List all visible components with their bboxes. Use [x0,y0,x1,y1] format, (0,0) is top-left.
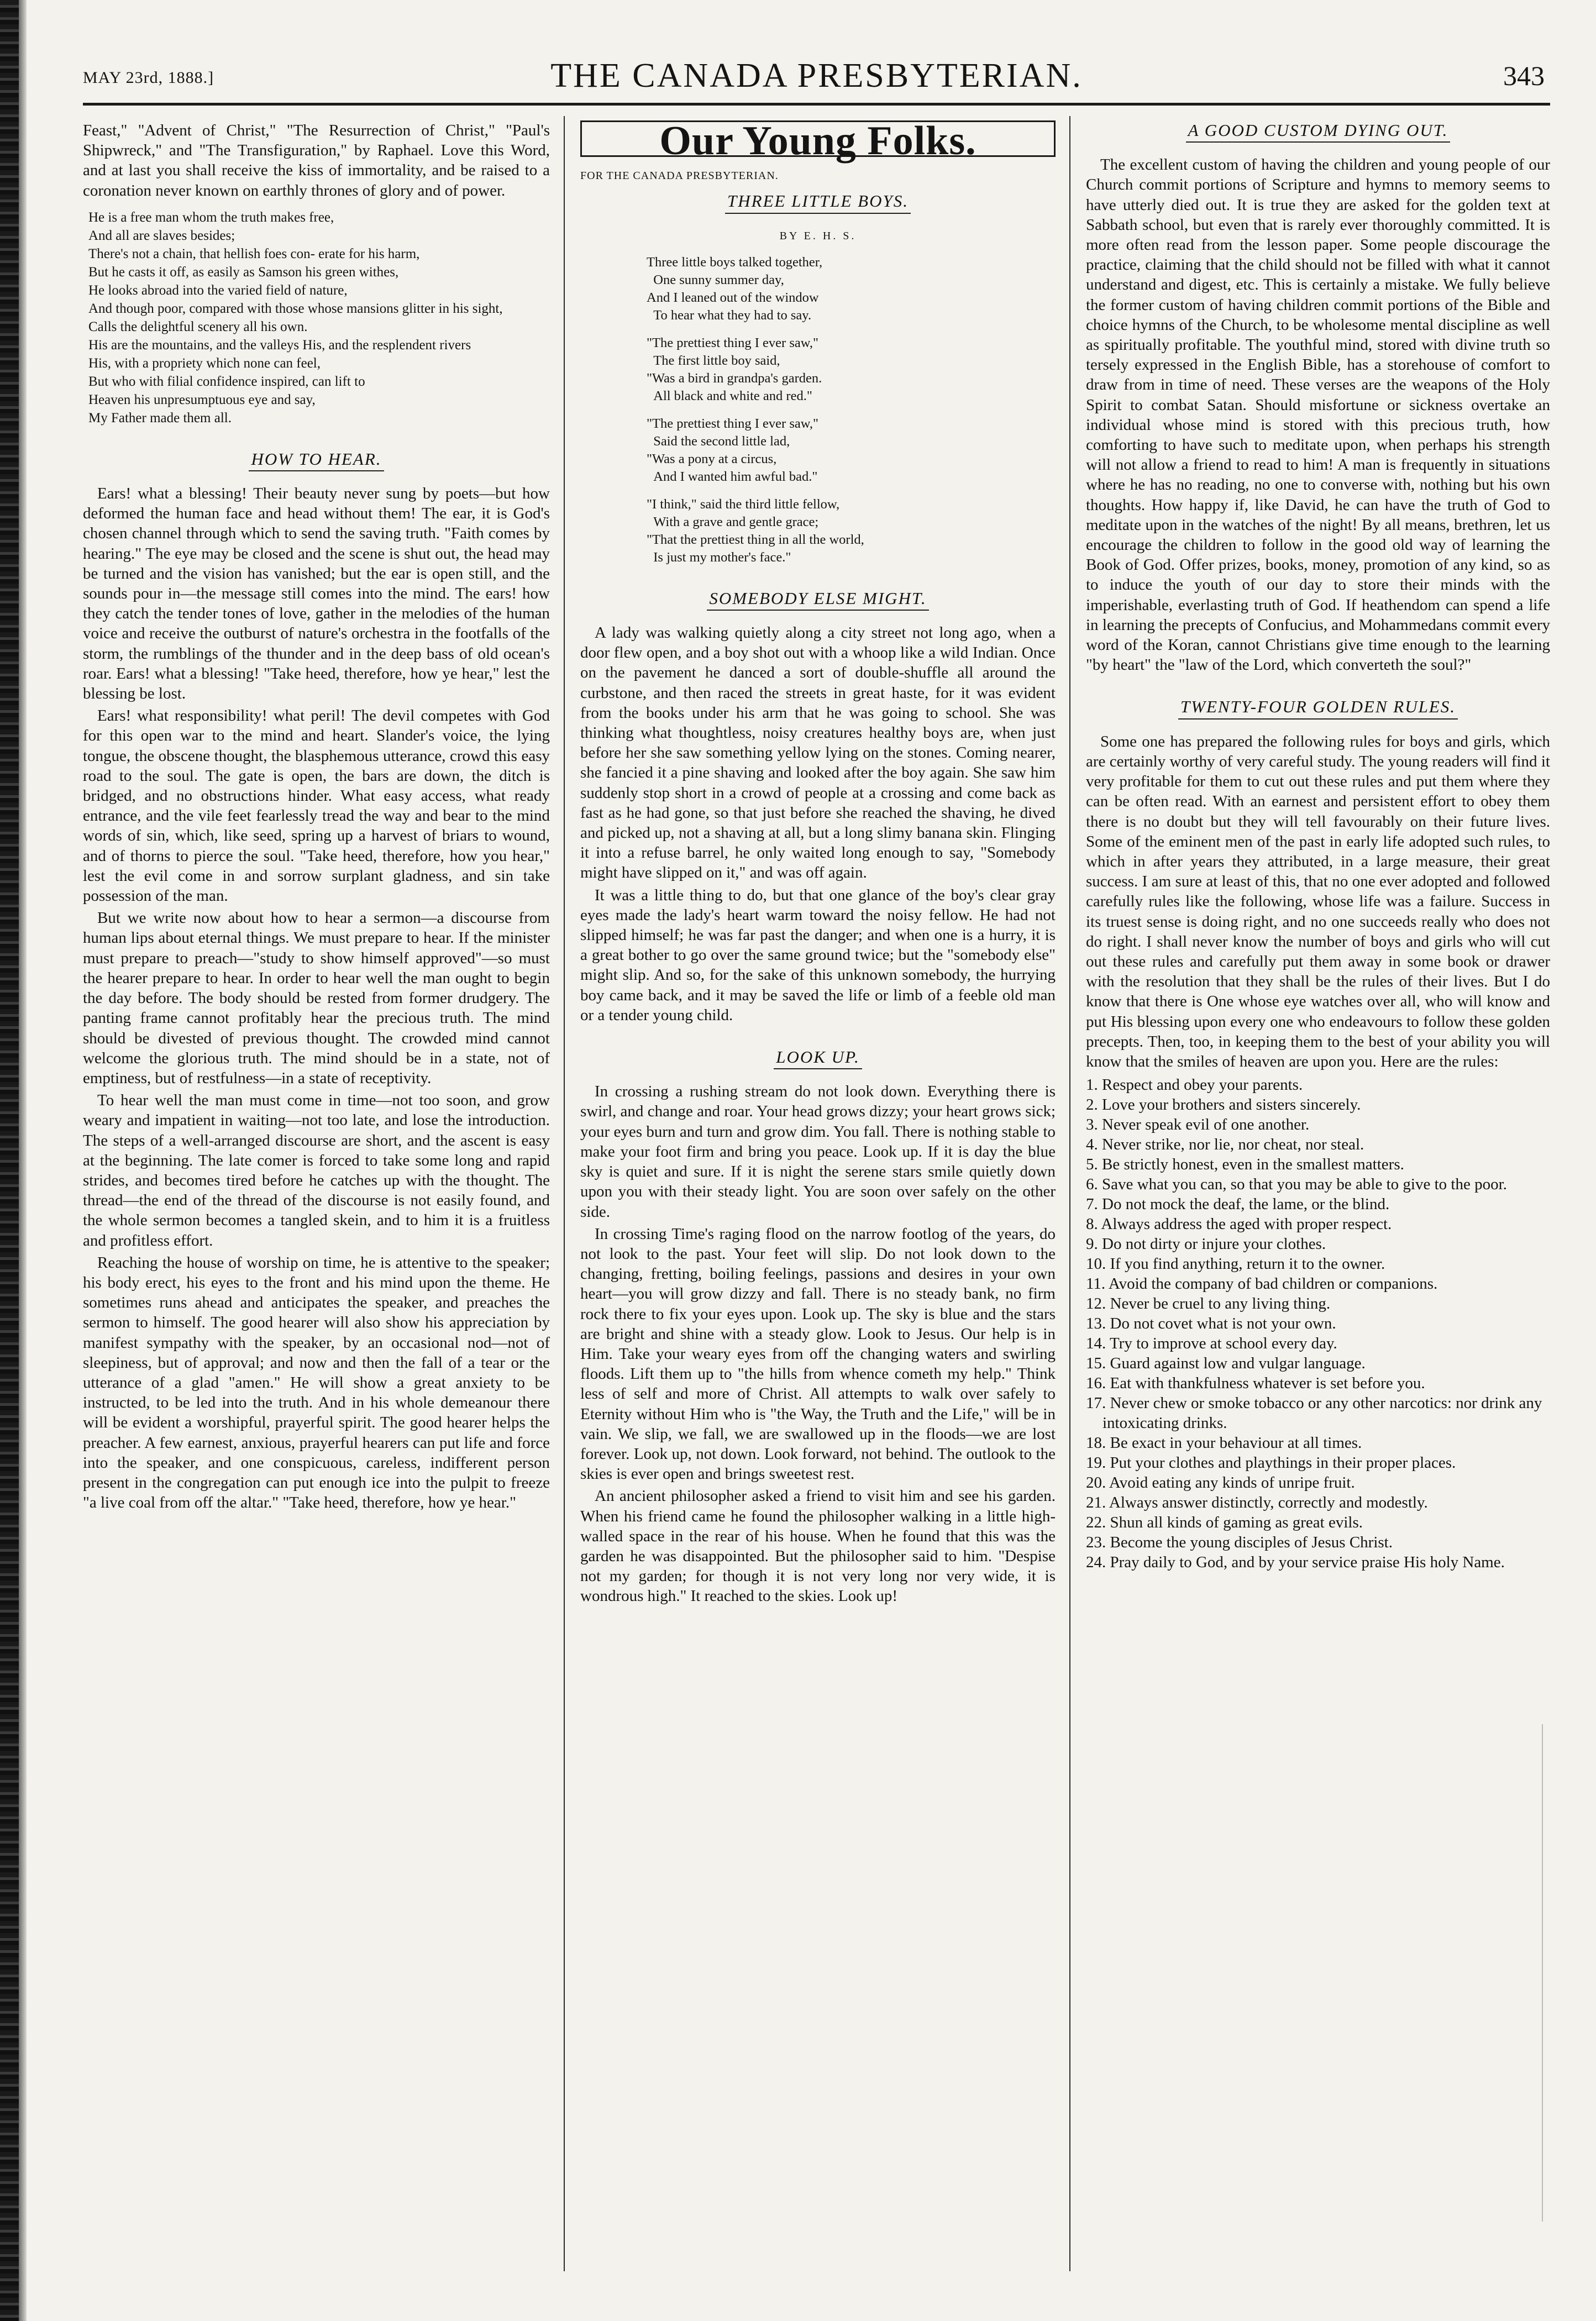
article-heading-golden-rules: TWENTY-FOUR GOLDEN RULES. [1086,697,1550,719]
poem-line: All black and white and red." [647,388,812,403]
paragraph: Reaching the house of worship on time, he is attentive to the speaker; his body erect, his eyes to the front and his mind upon the theme. He sometimes runs ahead and anticipates the speaker, and preaches the sermon to himself. The good hearer will also show his appreciation by manifest sympathy with the speaker, by an occasional nod—not of sleepiness, but of approval; and now and then the fall of a tear or the utterance of a glad "amen." He will show a great anxiety to be instructed, to be led into the truth. And in his whole demeanour there will be evident a worshipful, prayerful spirit. The good hearer helps the preacher. A few earnest, anxious, prayerful hearers can put life and force into the speaker, and one conspicuous, careless, indifferent person present in the congregation can put enough ice into the pulpit to freeze "a live coal from off the altar." "Take heed, therefore, how ye hear." [83,1253,550,1512]
issue-date: MAY 23rd, 1888.] [83,69,214,87]
column-rule-2 [1069,116,1070,2271]
article-body-somebody-else [580,623,1056,1025]
stanza [647,496,1056,566]
paragraph: But we write now about how to hear a sermon—a discourse from human lips about eternal things. We must prepare to hear. If the minister must prepare to preach—"study to show himself approved"—so must the hearer prepare to hear. In order to hear well the man ought to begin the day before. The body should be rested from former drudgery. The panting frame cannot profitably hear the precious truth. The mind should be divested of previous thought. The crowded mind cannot welcome the glorious truth. The mind should be in a state, not of emptiness, but of restfulness—in a state of receptivity. [83,909,550,1087]
column-rule-1 [564,116,565,2271]
poem-line: "The prettiest thing I ever saw," [647,416,818,431]
rule-item: 2. Love your brothers and sisters sincerely. [1086,1096,1361,1114]
article-heading-look-up: LOOK UP. [580,1047,1056,1069]
verse-block [88,208,550,427]
poem-line: "That the prettiest thing in all the world, [647,532,864,547]
poem-line: Is just my mother's face." [647,549,791,565]
verse-line: He looks abroad into the varied field of nature, [88,282,348,298]
column-1 [83,120,550,2265]
verse-line: There's not a chain, that hellish foes con- erate for his harm, [88,246,420,261]
stanza [647,415,1056,486]
rule-item: 18. Be exact in your behaviour at all times. [1086,1434,1362,1452]
section-banner: Our Young Folks. [580,120,1056,157]
verse-line: And though poor, compared with those whose mansions glitter in his sight, [88,301,503,316]
newspaper-title: THE CANADA PRESBYTERIAN. [550,57,1083,94]
rule-item: 11. Avoid the company of bad children or companions. [1086,1275,1438,1293]
newspaper-page [83,50,1550,2293]
column-3 [1086,120,1550,2265]
rules-intro: Some one has prepared the following rules for boys and girls, which are certainly worthy of very careful study. The young readers will find it very profitable for them to cut out these rules and put them where they can be often read. With an earnest and persistent effort to obey them there is no doubt but they will tell favourably on their future lives. Some of the eminent men of the past in early life adopted such rules, to which in after years they attributed, in a large measure, their great success. I am sure at least of this, that no one ever adopted and followed carefully rules like the following, whose life was a failure. Success in its truest sense is doing right, and no one succeeds really who does not do right. I shall never know the number of boys and girls who will cut out these rules and carefully put them away in some book or drawer with the resolution that they shall be the rules of their lives. But I do know that there is One whose eye watches over all, who will know and put His blessing upon every one who endeavours to follow these golden precepts. Then, too, in keeping them to the best of your ability you will know that the smiles of heaven are upon you. Here are the rules: [1086,732,1550,1070]
verse-line: But he casts it off, as easily as Samson his green withes, [88,264,399,280]
verse-line: He is a free man whom the truth makes free, [88,209,334,225]
poem-line: One sunny summer day, [647,272,784,287]
article-body-look-up [580,1081,1056,1606]
rule-item: 3. Never speak evil of one another. [1086,1116,1310,1134]
poem-heading: THREE LITTLE BOYS. [580,191,1056,213]
paragraph: In crossing Time's raging flood on the narrow footlog of the years, do not look to the past. Your feet will slip. Do not look down to the changing, fretting, boiling feelings, passions and desires in your own heart—you will grow dizzy and fall. There is no steady bank, no firm rock there to fix your eyes upon. Look up. The sky is blue and the stars are bright and shine with a steady glow. Look to Jesus. Our help is in Him. Take your weary eyes from off the changing waters and swirling floods. Lift them up to "the hills from whence cometh my help." Think less of self and more of Christ. All attempts to walk over safely to Eternity without Him who is "the Way, the Truth and the Life," will be in vain. We slip, we fall, we are swallowed up in the floods—we are lost forever. Look up, not down. Look forward, not behind. The outlook to the skies is ever open and brings sweetest rest. [580,1225,1056,1483]
rule-item: 10. If you find anything, return it to the owner. [1086,1255,1385,1273]
paragraph: An ancient philosopher asked a friend to visit him and see his garden. When his friend came he found the philosopher walking in a little high-walled space in the rear of his house. When he found that this was the garden he was disappointed. But the philosopher said to him. "Despise not my garden; for though it is not very long nor very wide, it is wondrous high." It reached to the skies. Look up! [580,1487,1056,1605]
rule-item: 4. Never strike, nor lie, nor cheat, nor steal. [1086,1136,1364,1154]
rule-item: 6. Save what you can, so that you may be able to give to the poor. [1086,1175,1507,1194]
verse-line: And all are slaves besides; [88,228,235,243]
rule-item: 15. Guard against low and vulgar language. [1086,1354,1366,1373]
poem-line: Three little boys talked together, [647,254,823,270]
paragraph: In crossing a rushing stream do not look down. Everything there is swirl, and change and roar. Your head grows dizzy; your heart grows sick; your eyes burn and turn and grow dim. You fall. There is nothing stable to make your foot firm and bring you peace. Look up. If it is day the blue sky is quiet and sure. If it is night the serene stars smile quietly down upon you with their steady light. You are soon over safely on the other side. [580,1083,1056,1221]
paragraph: A lady was walking quietly along a city street not long ago, when a door flew open, and a boy shot out with a whoop like a wild Indian. Once on the pavement he danced a sort of double-shuffle all around the curbstone, and then raced the streets in great haste, for it was evident from the books under his arm that he was going to school. She was thinking what thoughtless, noisy creatures healthy boys are, when just before her she saw something yellow lying on the stones. Coming nearer, she fancied it a pine shaving and looked after the boy again. She saw him suddenly stop short in a crowd of people at a crossing and come back as fast as he had gone, so that just before she reached the shaving, he dived and picked up, not a shaving at all, but a long slimy banana skin. Flinging it into a refuse barrel, he only waited long enough to say, "Somebody might have slipped on it," and was off again. [580,624,1056,882]
rule-item: 12. Never be cruel to any living thing. [1086,1295,1331,1313]
rule-item: 17. Never chew or smoke tobacco or any other narcotics: nor drink any intoxicating drinks. [1086,1394,1542,1432]
rule-item: 1. Respect and obey your parents. [1086,1076,1303,1094]
paragraph: Ears! what a blessing! Their beauty never sung by poets—but how deformed the human face and head without them! The ear, it is God's chosen channel through which to send the saving truth. "Faith comes by hearing." The eye may be closed and the scene is shut out, the head may be turned and the vision has vanished; but the ear is open still, and the sounds pour in—the message still comes into the mind. The ears! how they catch the tender tones of love, gather in the melodies of the human voice and receive the outburst of nature's orchestra in the footfalls of the storm, the rumblings of the thunder and in the deep bass of old ocean's roar. Ears! what a blessing! "Take heed, therefore, how ye hear," lest the blessing be lost. [83,485,550,703]
rule-item: 16. Eat with thankfulness whatever is set before you. [1086,1374,1425,1393]
paragraph: To hear well the man must come in time—not too soon, and grow weary and impatient in waiting—not too late, and lose the introduction. The steps of a well-arranged discourse are short, and the ascent is easy at the beginning. The late comer is forced to take some long and rapid strides, and becomes tired before he catches up with the thought. The thread—the end of the thread of the discourse is not easily found, and the whole sermon becomes a tangled skein, and to him it is a fruitless and profitless effort. [83,1091,550,1249]
page-number: 343 [1503,60,1545,91]
binding-edge [0,0,19,2321]
paragraph: It was a little thing to do, but that one glance of the boy's clear gray eyes made the lady's heart warm toward the noisy fellow. He had not slipped himself; he was far past the danger; and when one is a hurry, it is a great bother to go over the same ground twice; but the "somebody else" might slip. And so, for the sake of this unknown somebody, the hurrying boy came back, and it may be saved the life or limb of a feeble old man or a tender young child. [580,886,1056,1024]
rule-item: 21. Always answer distinctly, correctly and modestly. [1086,1494,1428,1512]
article-body-good-custom: The excellent custom of having the children and young people of our Church commit portions of Scripture and hymns to memory seems to have utterly died out. It is true they are asked for the golden text at Sabbath school, but even that is rarely ever thoroughly committed. It is more often read from the lesson paper. Some people discourage the practice, claiming that the child should not be filled with what it cannot understand and digest, etc. This is certainly a mistake. We fully believe the former custom of having children commit portions of the Bible and choice hymns of the Church, to be wholesome mental discipline as well as spiritually profitable. The youthful mind, stored with divine truth so tersely expressed in the English Bible, has a storehouse of comfort to draw from in time of need. These verses are the weapons of the Holy Spirit to combat Satan. Should misfortune or sickness overtake an individual whose mind is stored with this precious truth, how comforting to have such to meditate upon, when perhaps his strength will not allow a friend to read to him! A man is frequently in situations where he has no reading, no one to converse with, nothing but his own thoughts. How happy if, like David, he can have the truth of God to meditate upon in the watches of the night! By all means, brethren, let us encourage the children to follow in the good old way of learning the Book of God. Offer prizes, books, money, promotion of any kind, so as to induce the youth of our day to store their minds with the imperishable, everlasting truth of God. If heathendom can spend a life in learning the precepts of Confucius, and Mohammedans commit every word of the Koran, cannot Christians give time enough to the learning "by heart" the "law of the Lord, which converteth the soul?" [1086,156,1550,674]
rule-item: 13. Do not covet what is not your own. [1086,1315,1336,1333]
poem-line: "The prettiest thing I ever saw," [647,335,818,350]
rule-item: 5. Be strictly honest, even in the smallest matters. [1086,1156,1404,1174]
byline: BY E. H. S. [779,229,857,242]
poem-line: Said the second little lad, [647,433,790,449]
rule-item: 19. Put your clothes and playthings in their proper places. [1086,1454,1456,1472]
stanza [647,334,1056,405]
rule-item: 22. Shun all kinds of gaming as great evils. [1086,1514,1363,1532]
article-body-how-to-hear [83,484,550,1513]
column-2 [580,120,1056,2265]
rules-list [1086,1075,1550,1572]
verse-line: My Father made them all. [88,410,232,426]
rule-item: 7. Do not mock the deaf, the lame, or the blind. [1086,1195,1390,1214]
verse-line: Heaven his unpresumptuous eye and say, [88,392,316,407]
rule-item: 8. Always address the aged with proper respect. [1086,1215,1392,1233]
binding-shadow [19,0,27,2321]
poem-line: To hear what they had to say. [647,307,812,323]
rule-item: 14. Try to improve at school every day. [1086,1335,1337,1353]
rule-item: 23. Become the young disciples of Jesus Christ. [1086,1534,1393,1552]
article-heading-how-to-hear: HOW TO HEAR. [83,449,550,471]
article-heading-somebody-else: SOMEBODY ELSE MIGHT. [580,589,1056,611]
stanza [647,254,1056,324]
for-label: FOR THE CANADA PRESBYTERIAN. [580,170,779,182]
masthead [83,50,1550,106]
poem-line: "I think," said the third little fellow, [647,496,840,512]
poem-line: "Was a bird in grandpa's garden. [647,370,822,386]
poem-three-little-boys [647,254,1056,566]
verse-line: His, with a propriety which none can feel, [88,355,321,371]
poem-line: And I wanted him awful bad." [647,469,818,484]
rule-item: 20. Avoid eating any kinds of unripe fruit. [1086,1474,1355,1492]
poem-line: The first little boy said, [647,353,780,368]
poem-line: With a grave and gentle grace; [647,514,819,529]
paragraph: Ears! what responsibility! what peril! The devil competes with God for this open war to the mind and heart. Slander's voice, the lying tongue, the obscene thought, the blasphemous utterance, crowd this easy road to the soul. The gate is open, the bars are down, the ditch is bridged, and no obstructions hinder. What easy access, what ready entrance, and the vile feet fearlessly tread the way and bear to the mind words of sin, which, like seed, spring up a harvest of briars to wound, and of thorns to pierce the soul. "Take heed, therefore, how you hear," lest the evil come in and sorrow surplant gladness, and sin take possession of the man. [83,707,550,905]
verse-line: Calls the delightful scenery all his own. [88,319,308,334]
rule-item: 9. Do not dirty or injure your clothes. [1086,1235,1326,1253]
intro-paragraph: Feast," "Advent of Christ," "The Resurrection of Christ," "Paul's Shipwreck," and "The Transfiguration," by Raphael. Love this Word, and at last you shall receive the kiss of immortality, and be raised to a coronation never known on earthly thrones of glory and of power. [83,122,550,199]
rule-item: 24. Pray daily to God, and by your service praise His holy Name. [1086,1553,1505,1572]
article-heading-good-custom: A GOOD CUSTOM DYING OUT. [1086,120,1550,143]
poem-line: And I leaned out of the window [647,290,819,305]
verse-line: His are the mountains, and the valleys His, and the resplendent rivers [88,337,471,353]
poem-line: "Was a pony at a circus, [647,451,777,466]
verse-line: But who with filial confidence inspired, can lift to [88,374,365,389]
